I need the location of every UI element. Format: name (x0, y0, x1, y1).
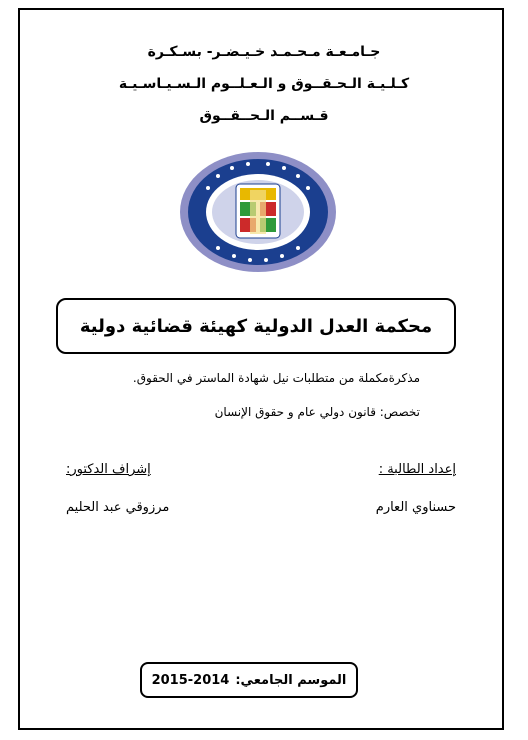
thesis-title-box (56, 298, 456, 354)
student-name: حسناوي العارم (375, 500, 456, 515)
memo-description: مذكرةمكملة من متطلبات نيل شهادة الماستر في الحقوق. (132, 371, 420, 385)
supervisor-name: مرزوقي عبد الحليم (66, 500, 170, 515)
academic-year-value: 2015-2014 (151, 672, 230, 688)
specialization: تخصص: قانون دولي عام و حقوق الإنسان (214, 405, 420, 419)
university-name: جـامـعـة مـحـمـد خـيـضـر- بسـكـرة (147, 44, 381, 60)
supervision-label: إشراف الدكتور: (66, 462, 151, 477)
department-name: قـســم الـحــقــوق (199, 108, 329, 124)
academic-year-box (140, 662, 358, 698)
academic-year-label: الموسم الجامعي: (235, 672, 347, 688)
faculty-name: كـلـيـة الـحـقــوق و الـعـلــوم الـسـيـاسـيـة (118, 76, 410, 92)
thesis-title: محكمة العدل الدولية كهيئة قضائية دولية (79, 315, 433, 337)
preparation-label: إعداد الطالبة : (378, 462, 456, 477)
university-seal-icon (178, 148, 338, 276)
